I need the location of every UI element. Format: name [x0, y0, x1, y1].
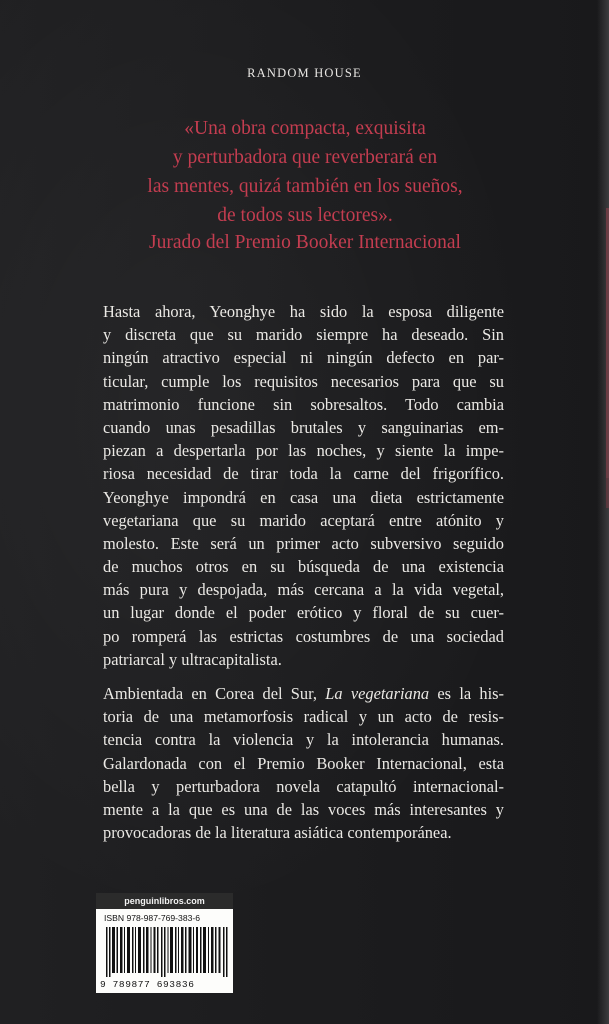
text-line: ticular, cumple los requisitos necesarios para que su	[103, 371, 504, 391]
text-line: vegetariana que su marido aceptará entre atónito y	[103, 510, 504, 530]
text-line: ningún atractivo especial ni ningún defecto en par-	[103, 348, 504, 368]
text-segment: es la his-	[429, 684, 504, 703]
isbn-number: ISBN 978-987-769-383-6	[104, 913, 201, 923]
text-line: molesto. Este será un primer acto subversivo seguido	[103, 533, 504, 553]
text-line: un lugar donde el poder erótico y floral de su cuer-	[103, 603, 504, 623]
quote-line: de todos sus lectores».	[217, 205, 393, 226]
quote-line: «Una obra compacta, exquisita	[184, 118, 426, 139]
text-line: tencia contra la violencia y la intolerancia humanas.	[103, 730, 504, 750]
text-line: matrimonio funcione sin sobresaltos. Todo cambia	[103, 394, 504, 414]
quote-attribution: Jurado del Premio Booker Internacional	[149, 232, 461, 253]
text-line: cuando unas pesadillas brutales y sanguinarias em-	[103, 417, 504, 437]
text-line: toria de una metamorfosis radical y un acto de resis-	[103, 707, 504, 727]
text-line: bella y perturbadora novela catapultó internacional-	[103, 776, 504, 796]
text-line: de muchos otros en su búsqueda de una existencia	[103, 557, 504, 577]
website-label: penguinlibros.com	[96, 893, 233, 909]
context-paragraph	[103, 682, 504, 844]
text-segment: Ambientada en Corea del Sur,	[103, 684, 326, 703]
text-line: riosa necesidad de tirar toda la carne del frigorífico.	[103, 464, 504, 484]
text-line: patriarcal y ultracapitalista.	[103, 649, 282, 669]
review-quote	[100, 114, 510, 230]
barcode-digits: 9 789877 693836	[100, 979, 195, 990]
text-line: y discreta que su marido siempre ha deseado. Sin	[103, 325, 504, 345]
text-line: provocadoras de la literatura asiática contemporánea.	[103, 823, 452, 843]
text-line: piezan a despertarla por las noches, y siente la impe-	[103, 441, 504, 461]
text-line: Hasta ahora, Yeonghye ha sido la esposa diligente	[103, 302, 504, 321]
barcode-bars	[106, 927, 228, 977]
text-line	[103, 682, 504, 705]
text-line: Galardonada con el Premio Booker Internacional, esta	[103, 753, 504, 773]
isbn-barcode-label	[96, 893, 233, 993]
text-line: más pura y despojada, más cercana a la vida vegetal,	[103, 580, 504, 600]
quote-line: las mentes, quizá también en los sueños,	[147, 176, 463, 197]
text-line: Yeonghye impondrá en casa una dieta estrictamente	[103, 487, 504, 507]
text-line: po romperá las estrictas costumbres de una sociedad	[103, 626, 504, 646]
text-line: mente a la que es una de las voces más interesantes y	[103, 799, 504, 819]
synopsis-paragraph	[103, 300, 504, 671]
quote-line: y perturbadora que reverberará en	[172, 147, 438, 168]
publisher-name: RANDOM HOUSE	[247, 66, 362, 80]
book-title-italic: La vegetariana	[325, 684, 430, 703]
